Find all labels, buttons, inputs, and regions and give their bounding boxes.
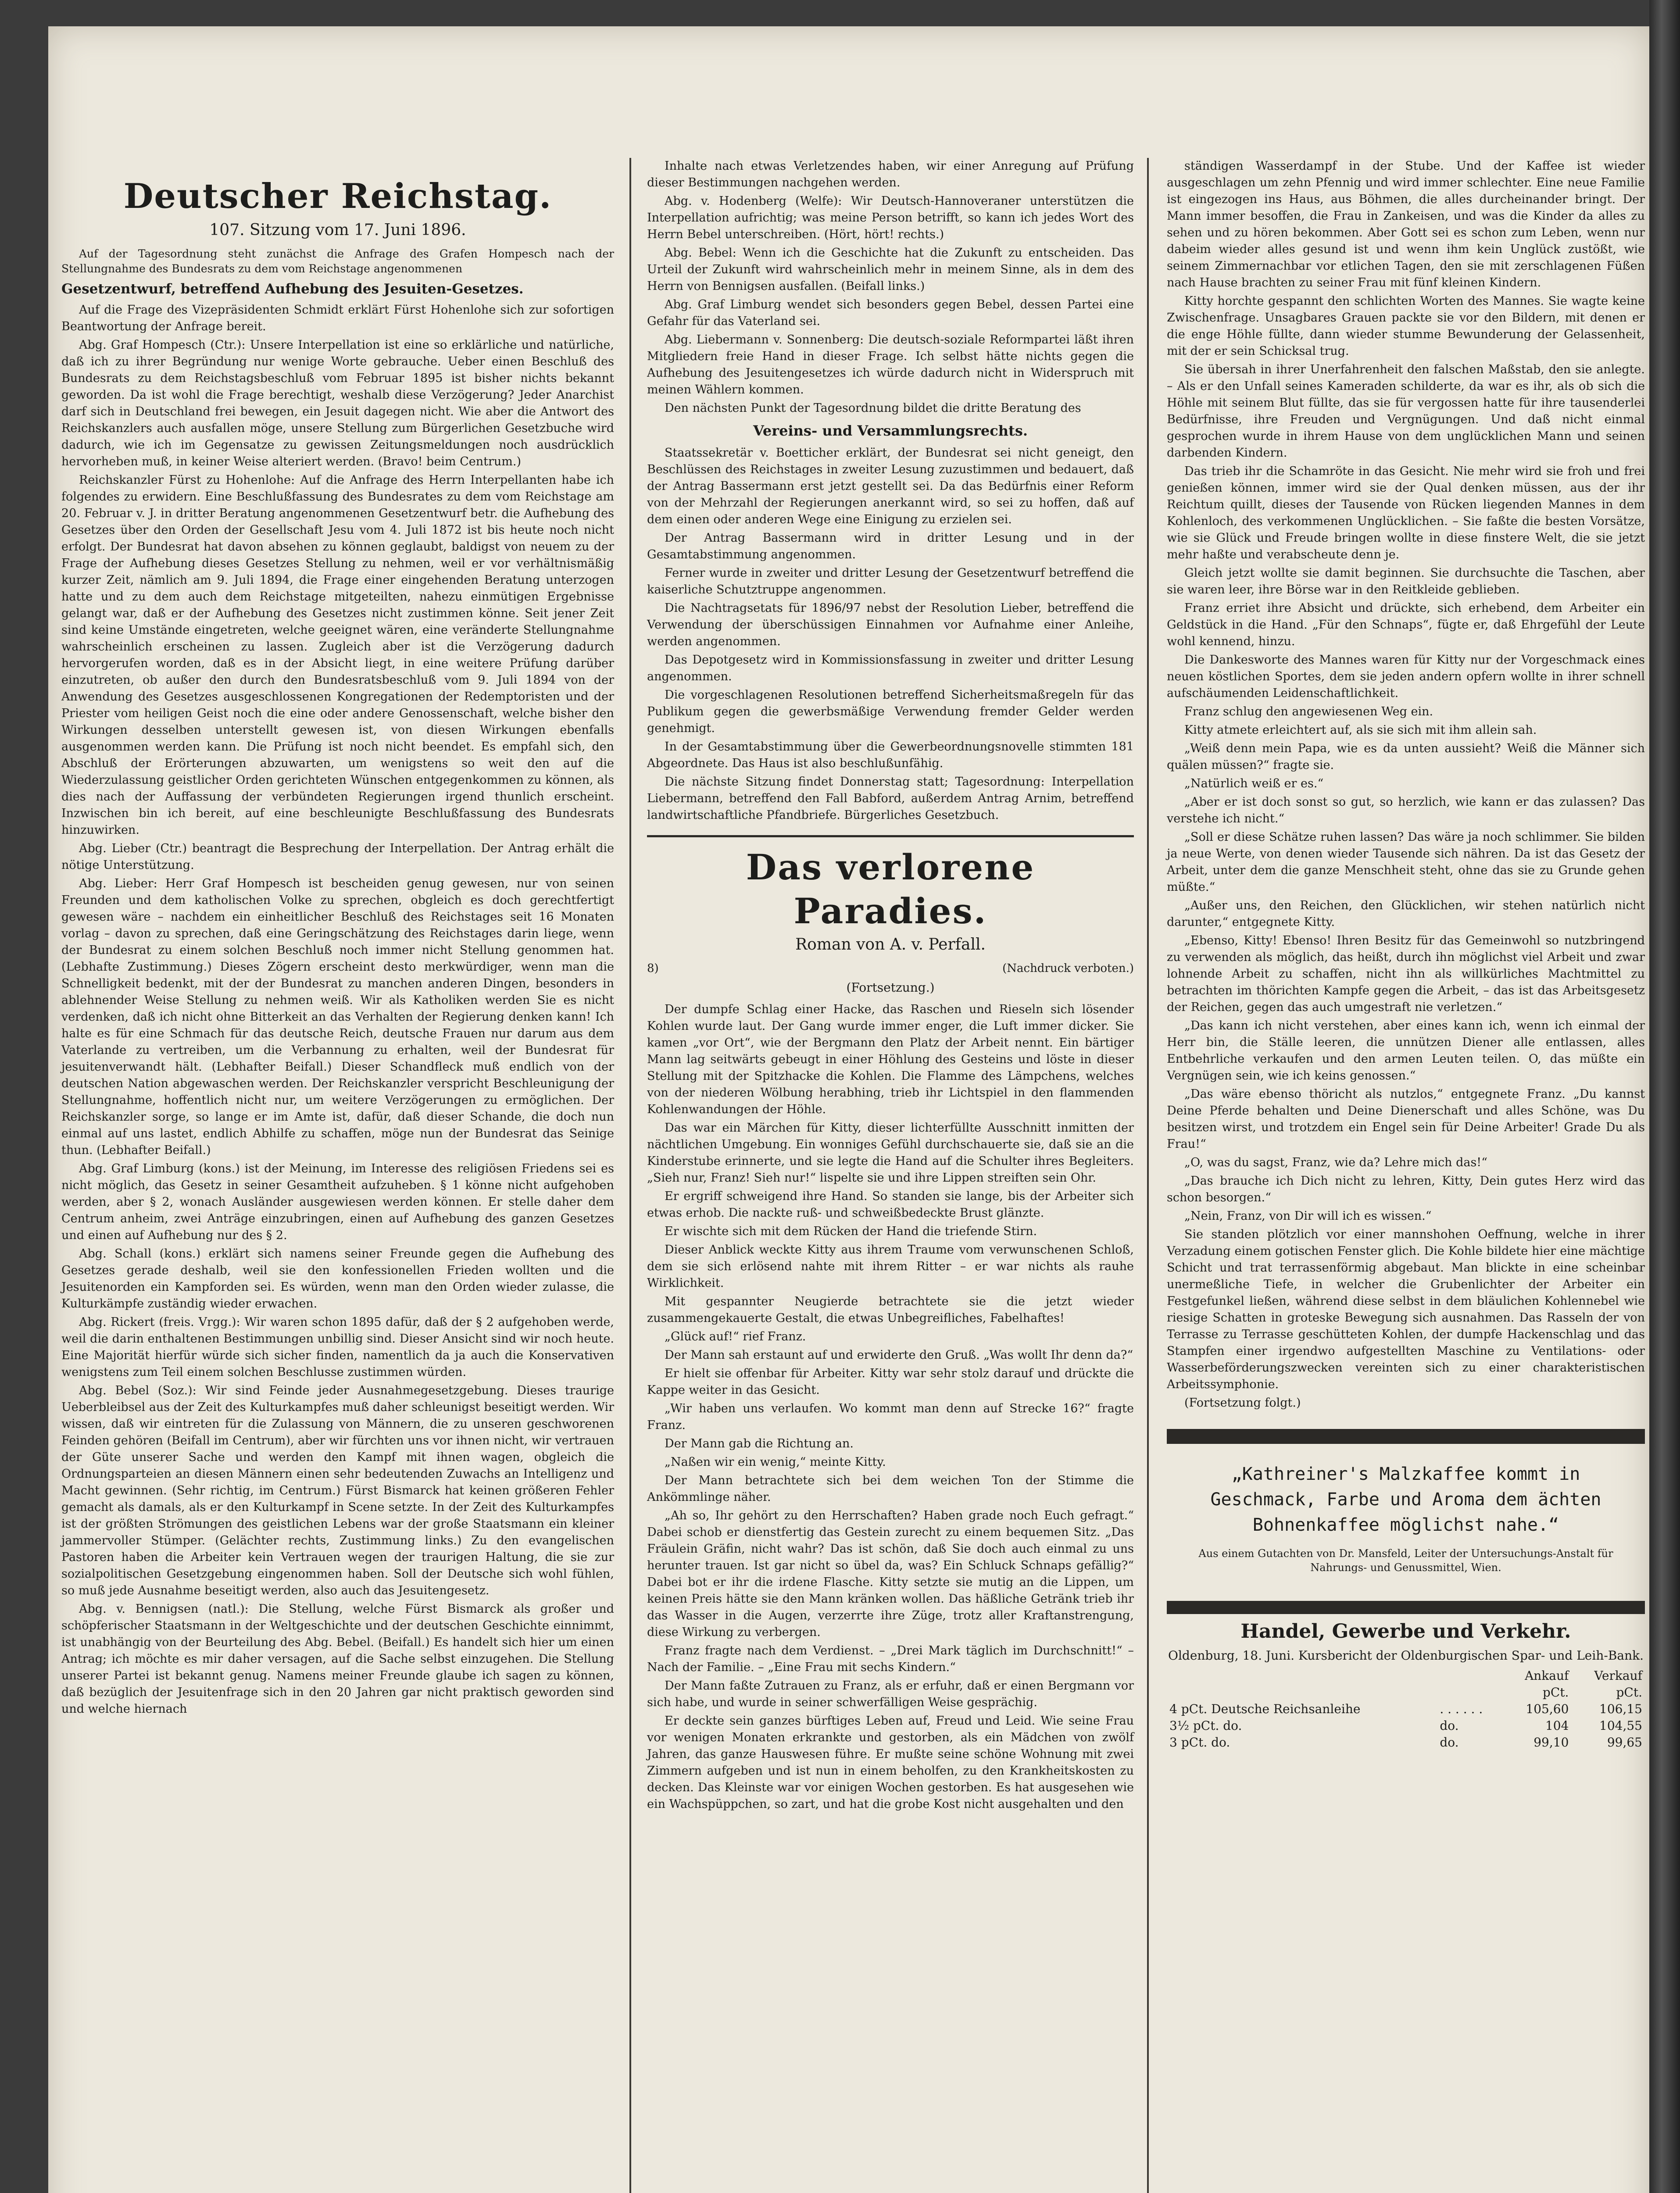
table-cell: 3 pCt. do.	[1169, 1735, 1230, 1750]
table-cell: Verkauf	[1594, 1668, 1642, 1683]
novel-body	[647, 1001, 1134, 1813]
column-rule	[1147, 158, 1149, 2193]
paragraph: „Das wäre ebenso thöricht als nutzlos,“ entgegnete Franz. „Du kannst Deine Pferde behalten und Deine Dienerschaft und alles Schöne, was Du besitzen wirst, und trotzdem ein Engel sein für Deine Arbeiter! Grade Du als Frau!“	[1167, 1087, 1645, 1151]
table-cell: 3½ pCt. do.	[1169, 1718, 1242, 1733]
novel-title: Das verlorene Paradies.	[746, 846, 1035, 932]
paragraph: Er ergriff schweigend ihre Hand. So standen sie lange, bis der Arbeiter sich etwas erhob. Die nackte ruß- und schweißbedeckte Brust glänzte.	[647, 1189, 1134, 1220]
paragraph: Die vorgeschlagenen Resolutionen betreffend Sicherheitsmaßregeln für das Publikum gegen die gewerbsmäßige Verwendung fremder Gelder werden genehmigt.	[647, 688, 1134, 735]
intro-paragraph: Auf der Tagesordnung steht zunächst die Anfrage des Grafen Hompesch nach der Stellungnahme des Bundesrats zu dem vom Reichstage angenommenen	[61, 247, 614, 275]
paragraph: Der Mann gab die Richtung an.	[665, 1437, 854, 1450]
paragraph: Ferner wurde in zweiter und dritter Lesung der Gesetzentwurf betreffend die kaiserliche Schutztruppe angenommen.	[647, 566, 1134, 596]
ad-note: Aus einem Gutachten von Dr. Mansfeld, Leiter der Untersuchungs-Anstalt für Nahrungs- und Genussmittel, Wien.	[1198, 1547, 1613, 1574]
table-cell: 106,15	[1599, 1702, 1642, 1716]
table-cell	[1437, 1684, 1503, 1701]
paragraph: Der Mann sah erstaunt auf und erwiderte den Gruß. „Was wollt Ihr denn da?“	[665, 1348, 1133, 1362]
table-cell: pCt.	[1616, 1685, 1642, 1700]
table-cell: Ankauf	[1525, 1668, 1569, 1683]
paragraph: Er wischte sich mit dem Rücken der Hand die triefende Stirn.	[665, 1225, 1037, 1238]
paragraph: „O, was du sagst, Franz, wie da? Lehre mich das!“	[1184, 1156, 1487, 1169]
paragraph: Abg. v. Bennigsen (natl.): Die Stellung, welche Fürst Bismarck als großer und schöpferischer Staatsmann in der Weltgeschichte und der deutschen Geschichte einnimmt, ist unabhängig von der Beurteilung des Abg. Bebel. (Beifall.) Es handelt sich hier um einen Antrag; ich möchte es mir daher versagen, auf die Sache selbst einzugehen. Die Stellung unserer Partei ist bekannt genug. Namens meiner Freunde glaube ich sagen zu können, daß bezüglich der Jesuitenfrage sich in den 20 Jahren gar nicht praktisch geworden sind und welche hiernach	[61, 1602, 614, 1716]
paragraph: In der Gesamtabstimmung über die Gewerbeordnungsnovelle stimmten 181 Abgeordnete. Das Haus ist also beschlußunfähig.	[647, 740, 1134, 770]
reichstag-title: Deutscher Reichstag.	[123, 176, 552, 216]
paragraph: Mit gespannter Neugierde betrachtete sie die jetzt wieder zusammengekauerte Gestalt, die etwas Unbegreifliches, Fabelhaftes!	[647, 1295, 1134, 1325]
trade-intro: Oldenburg, 18. Juni. Kursbericht der Oldenburgischen Spar- und Leih-Bank.	[1168, 1648, 1644, 1663]
session-line: 107. Sitzung vom 17. Juni 1896.	[209, 221, 466, 239]
divider	[647, 835, 1134, 837]
trade-title: Handel, Gewerbe und Verkehr.	[1240, 1620, 1571, 1643]
paragraph: Der dumpfe Schlag einer Hacke, das Raschen und Rieseln sich lösender Kohlen wurde laut. Der Gang wurde immer enger, die Luft immer dicker. Sie kamen „vor Ort“, wie der Bergmann den Platz der Arbeit nennt. Ein bärtiger Mann lag seitwärts gebeugt in einer Höhlung des Gesteins und löste in dieser Stellung mit der Spitzhacke die Kohlen. Die Flamme des Lämpchens, welches von der niederen Wölbung herabhing, trieb ihr Lichtspiel in den flammenden Kohlenwandungen der Höhle.	[647, 1003, 1134, 1116]
column-left	[61, 158, 614, 1719]
paragraph: Die Nachtragsetats für 1896/97 nebst der Resolution Lieber, betreffend die Verwendung der überschüssigen Einnahmen vor Aufnahme einer Anleihe, werden angenommen.	[647, 601, 1134, 648]
table-row	[1167, 1718, 1645, 1734]
paragraph: Abg. Graf Limburg wendet sich besonders gegen Bebel, dessen Partei eine Gefahr für das Vaterland sei.	[647, 298, 1134, 328]
section-heading: Vereins- und Versammlungsrechts.	[753, 422, 1028, 439]
table-cell: 105,60	[1526, 1702, 1569, 1716]
paragraph: Dieser Anblick weckte Kitty aus ihrem Traume vom verwunschenen Schloß, dem sie sich erlösend nahte mit ihrem Ritter – er war nichts als rauhe Wirklichkeit.	[647, 1243, 1134, 1290]
table-cell: 99,10	[1533, 1735, 1569, 1750]
table-cell	[1437, 1668, 1503, 1684]
advertisement	[1167, 1429, 1645, 1583]
paragraph: Gleich jetzt wollte sie damit beginnen. Sie durchsuchte die Taschen, aber sie waren leer, ihre Börse war in den Reitkleide geblieben.	[1167, 566, 1645, 596]
table-header	[1167, 1668, 1645, 1684]
paragraph: Abg. Liebermann v. Sonnenberg: Die deutsch-soziale Reformpartei läßt ihren Mitgliedern freie Hand in dieser Frage. Ich selbst hätte nichts gegen die Aufhebung des Jesuitengesetzes ich würde dadurch nicht in Widerspruch mit meinen Wählern kommen.	[647, 333, 1134, 396]
paragraph: „Glück auf!“ rief Franz.	[665, 1330, 806, 1343]
paragraph: „Naßen wir ein wenig,“ meinte Kitty.	[665, 1455, 886, 1469]
paragraph: Abg. v. Hodenberg (Welfe): Wir Deutsch-Hannoveraner unterstützen die Interpellation aufrichtig; was meine Person betrifft, so kann ich jedes Wort des Herrn Bebel unterschreiben. (Hört, hört! rechts.)	[647, 194, 1134, 241]
table-cell: . . . . . .	[1440, 1702, 1483, 1716]
article-body	[61, 302, 614, 1718]
table-row	[1167, 1734, 1645, 1751]
newspaper-page	[48, 26, 1649, 2193]
paragraph: Franz schlug den angewiesenen Weg ein.	[1184, 705, 1433, 718]
paragraph: Staatssekretär v. Boetticher erklärt, der Bundesrat sei nicht geneigt, den Beschlüssen des Reichstages in zweiter Lesung zuzustimmen und bedauert, daß der Antrag Bassermann erst jetzt gestellt sei. Da das Bedürfnis einer Reform von der Mehrzahl der Regierungen anerkannt wird, so sei zu hoffen, daß auf dem einen oder anderen Wege eine Einigung zu erzielen sei.	[647, 446, 1134, 526]
paragraph: Abg. Graf Limburg (kons.) ist der Meinung, im Interesse des religiösen Friedens sei es nicht möglich, das Gesetz in seiner Gesamtheit aufzuheben. § 1 könne nicht aufgehoben werden, aber § 2, wonach Ausländer ausgewiesen werden können. Er stelle daher dem Centrum anheim, zwei Anträge einzubringen, einen auf Aufhebung des ganzen Gesetzes und einen auf Aufhebung nur des § 2.	[61, 1162, 614, 1242]
paragraph: Der Mann faßte Zutrauen zu Franz, als er erfuhr, daß er einen Bergmann vor sich habe, und wurde in seiner schwerfälligen Weise gesprächig.	[647, 1679, 1134, 1709]
paragraph: Abg. Schall (kons.) erklärt sich namens seiner Freunde gegen die Aufhebung des Gesetzes gerade deshalb, weil sie den konfessionellen Frieden wollten und die Jesuitenorden ein Kampforden sei. Es würden, wenn man den Orden wieder zulasse, die Kulturkämpfe zuständig wieder erwachen.	[61, 1247, 614, 1311]
paragraph: „Natürlich weiß er es.“	[1184, 777, 1324, 790]
paragraph: „Aber er ist doch sonst so gut, so herzlich, wie kann er das zulassen? Das verstehe ich nicht.“	[1167, 795, 1645, 825]
column-middle	[647, 158, 1134, 1814]
table-cell: 104	[1545, 1718, 1569, 1733]
paragraph: Er hielt sie offenbar für Arbeiter. Kitty war sehr stolz darauf und drückte die Kappe weiter in das Gesicht.	[647, 1367, 1134, 1397]
table-cell: 99,65	[1607, 1735, 1642, 1750]
novel-author: Roman von A. v. Perfall.	[795, 936, 986, 954]
table-cell	[1167, 1668, 1437, 1684]
ad-text: „Kathreiner's Malzkaffee kommt in Geschmack, Farbe und Aroma dem ächten Bohnenkaffee möglichst nahe.“	[1210, 1464, 1601, 1535]
paragraph: „Ebenso, Kitty! Ebenso! Ihren Besitz für das Gemeinwohl so nutzbringend zu verwenden als möglich, das heißt, durch ihn möglichst viel Arbeit und zwar lohnende Arbeit zu schaffen, nicht ihn als willkürliches Machtmittel zu betrachten im thörichten Kampfe gegen die Arbeit, – das ist das Arbeitsgesetz der Reichen, gegen das auch umgestraft nie verletzen.“	[1167, 934, 1645, 1014]
paragraph: „Das kann ich nicht verstehen, aber eines kann ich, wenn ich einmal der Herr bin, die Ställe leeren, die unnützen Diener alle entlassen, alles Entbehrliche verkaufen und den armen Leuten teilen. O, das müßte ein Vergnügen sein, wie ich keins genossen.“	[1167, 1019, 1645, 1082]
table-cell	[1167, 1684, 1437, 1701]
scan-edge	[1649, 0, 1680, 2193]
table-row	[1167, 1701, 1645, 1718]
paragraph: ständigen Wasserdampf in der Stube. Und der Kaffee ist wieder ausgeschlagen um zehn Pfennig und wird immer schlechter. Eine neue Familie ist eingezogen ins Haus, aus Böhmen, die alles durcheinander bringt. Der Mann immer besoffen, die Frau in Zankeisen, und was die Kinder da alles zu sehen und zu hören bekommen. Aber Gott sei es schon zum Leben, wenn nur dabeim wieder alles gesund ist und wenn ihm kein Unglück zustößt, wie seinem Zimmernachbar vor etlichen Tagen, den sie mit zerschlagenen Füßen nach Hause brachten zu seiner Frau mit fünf kleinen Kindern.	[1167, 159, 1645, 289]
paragraph: Reichskanzler Fürst zu Hohenlohe: Auf die Anfrage des Herrn Interpellanten habe ich folgendes zu erwidern. Eine Beschlußfassung des Bundesrates zu dem vom Reichstage am 20. Februar v. J. in dritter Beratung angenommenen Gesetzentwurf betr. die Aufhebung des Gesetzes über den Orden der Gesellschaft Jesu vom 4. Juli 1872 ist bis heute noch nicht erfolgt. Der Bundesrat hat davon absehen zu können geglaubt, baldigst von neuem zu der Frage der Aufhebung dieses Gesetzes Stellung zu nehmen, weil er vor verhältnismäßig kurzer Zeit, nämlich am 9. Juli 1894, die Frage einer eingehenden Beratung unterzogen hatte und zu dem auch dem Reichstage mitgeteilten, nahezu einmütigen Ergebnisse gelangt war, daß er der Aufhebung des Gesetzes nicht zustimmen könne. Seit jener Zeit sind keine Umstände eingetreten, welche geeignet wären, eine veränderte Stellungnahme wahrscheinlich erscheinen zu lassen. Zugleich aber ist die Verzögerung dadurch hervorgerufen worden, daß es in der Absicht liegt, in eine weitere Prüfung darüber einzutreten, ob außer den durch den Bundesratsbeschluß vom 9. Juli 1894 von der Anwendung des Gesetzes ausgeschlossenen Kongregationen der Redemptoristen und der Priester vom heiligen Geist noch die eine oder andere Genossenschaft, welche bisher den Wirkungen desselben unterstellt gewesen ist, von diesen Wirkungen ebenfalls ausgenommen werden kann. Die Prüfung ist noch nicht beendet. Es empfahl sich, den Abschluß der Erörterungen abzuwarten, um wenigstens so weit den auf die Wiederzulassung geistlicher Orden gerichteten Wünschen entgegenkommen zu können, als dies nach der Auffassung der verbündeten Regierungen irgend thunlich erscheint. Inzwischen bin ich bereit, auf eine beschleunigte Beschlußfassung des Bundesrats hinzuwirken.	[61, 473, 614, 837]
paragraph: „Weiß denn mein Papa, wie es da unten aussieht? Weiß die Männer sich quälen müssen?“ fragte sie.	[1167, 742, 1645, 772]
continuation-note: (Fortsetzung.)	[846, 980, 935, 995]
paragraph: Franz erriet ihre Absicht und drückte, sich erhebend, dem Arbeiter ein Geldstück in die Hand. „Für den Schnaps“, fügte er, daß Ehrgefühl der Leute wohl kennend, hinzu.	[1167, 601, 1645, 648]
divider	[1167, 1601, 1645, 1614]
paragraph: Kitty atmete erleichtert auf, als sie sich mit ihm allein sah.	[1184, 723, 1537, 737]
paragraph: Abg. Rickert (freis. Vrgg.): Wir waren schon 1895 dafür, daß der § 2 aufgehoben werde, weil die darin enthaltenen Bestimmungen unbillig sind. Dieser Ansicht sind wir noch heute. Eine Majorität hierfür würde sich sicher finden, namentlich da ja auch die Konservativen wenigstens zum Teil einem solchen Beschlusse zustimmen würden.	[61, 1315, 614, 1379]
paragraph: Den nächsten Punkt der Tagesordnung bildet die dritte Beratung des	[665, 401, 1081, 415]
novel-body	[1167, 158, 1645, 1411]
paragraph: Das war ein Märchen für Kitty, dieser lichterfüllte Ausschnitt inmitten der nächtlichen Umgebung. Ein wonniges Gefühl durchschauerte sie, daß sie an die Kinderstube erinnerte, und sie legte die Hand auf die Schulter ihres Begleiters. „Sieh nur, Franz! Sieh nur!“ lispelte sie und ihre Lippen streiften sein Ohr.	[647, 1121, 1134, 1185]
paragraph: Abg. Lieber: Herr Graf Hompesch ist bescheiden genug gewesen, nur von seinen Freunden und dem katholischen Volke zu sprechen, obgleich es doch gerechtfertigt gewesen wäre – nachdem ein einheitlicher Beschluß des Reichstages seit 16 Monaten vorlag – davon zu sprechen, daß eine Geringschätzung des Reichstages darin liege, wenn der Bundesrat zu einem solchen Beschluß noch immer nicht Stellung genommen hat. (Lebhafte Zustimmung.) Dieses Zögern erscheint desto merkwürdiger, wenn man die Schnelligkeit bedenkt, mit der der Bundesrat zu manchen anderen Dingen, besonders in ablehnender Weise Stellung zu nehmen weiß. Wir als Katholiken werden Sie es nicht verdenken, daß ich nicht ohne Bitterkeit an das Verhalten der Regierung denken kann! Ich halte es für eine Schmach für das deutsche Reich, deutsche Frauen nur darum aus dem Vaterlande zu vertreiben, um die Verbannung zu erhalten, weil der Bundesrat für jesuitenverwandt hält. (Lebhafter Beifall.) Dieser Schandfleck muß endlich von der deutschen Nation abgewaschen werden. Der Reichskanzler verspricht Beschleunigung der Stellungnahme, hoffentlich nicht nur, um weitere Verzögerungen zu ermöglichen. Der Reichskanzler sorge, so lange er im Amte ist, dafür, daß dieser Schande, die doch nun einmal auf uns lastet, endlich Abhilfe zu schaffen, möge nun der Bundesrat das Seinige thun. (Lebhafter Beifall.)	[61, 877, 614, 1157]
table-cell: 104,55	[1599, 1718, 1642, 1733]
paragraph: „Nein, Franz, von Dir will ich es wissen.“	[1184, 1209, 1432, 1223]
section-heading: Gesetzentwurf, betreffend Aufhebung des Jesuiten-Gesetzes.	[61, 281, 524, 297]
paragraph: Sie standen plötzlich vor einer mannshohen Oeffnung, welche in ihrer Verzadung einem gotischen Fenster glich. Die Kohle bildete hier eine mächtige Schicht und trat terrassenförmig abgebaut. Man blickte in eine scheinbar unermeßliche Tiefe, in welcher die Grubenlichter der Arbeiter ein Festgefunkel ließen, während diese selbst in dem bläulichen Kohlennebel wie riesige Schatten in groteske Bewegung sich ausnahmen. Das Rasseln der von Terrasse zu Terrasse geschütteten Kohlen, der dumpfe Hackenschlag und das Stampfen einer irgendwo aufgestellten Maschine zu Ventilations- oder Wasserbeförderungszwecken vereinten sich zu einer charakteristischen Arbeitssymphonie.	[1167, 1228, 1645, 1391]
reprint-note: (Nachdruck verboten.)	[1002, 962, 1134, 975]
paragraph: „Wir haben uns verlaufen. Wo kommt man denn auf Strecke 16?“ fragte Franz.	[647, 1402, 1134, 1432]
paragraph: Auf die Frage des Vizepräsidenten Schmidt erklärt Fürst Hohenlohe sich zur sofortigen Beantwortung der Anfrage bereit.	[61, 303, 614, 333]
table-cell: do.	[1440, 1735, 1459, 1750]
paragraph: Der Antrag Bassermann wird in dritter Lesung und in der Gesamtabstimmung angenommen.	[647, 531, 1134, 561]
paragraph: Abg. Graf Hompesch (Ctr.): Unsere Interpellation ist eine so erklärliche und natürliche, daß ich zu ihrer Begründung nur wenige Worte gebrauche. Ueber einen Beschluß des Bundesrats zu dem Reichstagsbeschluß vom Februar 1895 ist bisher nichts bekannt geworden. Da ist wohl die Frage berechtigt, weshalb diese Verzögerung? Jeder Anarchist darf sich in Deutschland frei bewegen, ein Jesuit dagegen nicht. Wie aber die Antwort des Reichskanzlers auch ausfallen möge, unsere Stellung zum Bürgerlichen Gesetzbuche wird dadurch, wie ich im Gegensatze zu gewissen Zeitungsmeldungen noch ausdrücklich hervorheben muß, in keiner Weise alteriert werden. (Bravo! beim Centrum.)	[61, 338, 614, 468]
paragraph: Franz fragte nach dem Verdienst. – „Drei Mark täglich im Durchschnitt!“ – Nach der Familie. – „Eine Frau mit sechs Kindern.“	[647, 1644, 1134, 1674]
table-cell: 4 pCt. Deutsche Reichsanleihe	[1169, 1702, 1361, 1716]
paragraph: Abg. Bebel (Soz.): Wir sind Feinde jeder Ausnahmegesetzgebung. Dieses traurige Ueberbleibsel aus der Zeit des Kulturkampfes muß daher schleunigst beseitigt werden. Wir wissen, daß wir eintreten für die Zulassung von Männern, die zu unseren geschworenen Feinden gehören (Beifall im Centrum), aber wir fürchten uns vor ihnen nicht, wir vertrauen der Güte unserer Sache und werden den Kampf mit ihnen wagen, obgleich die Ordnungsparteien an diesen Männern einen sehr bedeutenden Zuwachs an Intelligenz und Macht gewinnen. (Sehr richtig, im Centrum.) Fürst Bismarck hat keinen größeren Fehler gemacht als damals, als er den Kulturkampf in Scene setzte. In der Zeit des Kulturkampfes ist der größten Strömungen des geistlichen Lebens war der große Staatsmann ein kleiner jammervoller Stümper. (Gelächter rechts, Zustimmung links.) Zu den evangelischen Pastoren haben die Arbeiter kein Vertrauen wegen der traurigen Haltung, die sie zur sozialpolitischen Gesetzgebung eingenommen haben. Soll der Deutsche sich wohl fühlen, so muß jede Ausnahme beseitigt werden, also auch das Jesuitengesetz.	[61, 1384, 614, 1597]
paragraph: Die Dankesworte des Mannes waren für Kitty nur der Vorgeschmack eines neuen köstlichen Sportes, dem sie jeden andern opfern wollte in ihrer schnell aufschäumenden Leidenschaftlichkeit.	[1167, 653, 1645, 700]
paragraph: „Außer uns, den Reichen, den Glücklichen, wir stehen natürlich nicht darunter,“ entgegnete Kitty.	[1167, 899, 1645, 929]
novel-meta	[647, 961, 1134, 976]
paragraph: Das trieb ihr die Schamröte in das Gesicht. Nie mehr wird sie froh und frei genießen können, immer wird sie der Qual denken müssen, aus der ihr Reichtum quillt, dieses der Tausende von Rücken liegenden Mannes in dem Kohlenloch, des verkommenen Unglücklichen. – Sie faßte die besten Vorsätze, wie sie Glück und Freude bringen wollte in diese finstere Welt, die sie jetzt mehr haßte und verabscheute denn je.	[1167, 464, 1645, 561]
table-cell: do.	[1440, 1718, 1459, 1733]
installment-number: 8)	[647, 962, 659, 975]
article-body	[647, 445, 1134, 824]
table-cell: pCt.	[1542, 1685, 1569, 1700]
paragraph: Inhalte nach etwas Verletzendes haben, wir einer Anregung auf Prüfung dieser Bestimmungen nachgehen werden.	[647, 159, 1134, 189]
column-right	[1167, 158, 1645, 1751]
paragraph: Die nächste Sitzung findet Donnerstag statt; Tagesordnung: Interpellation Liebermann, betreffend den Fall Babford, außerdem Antrag Arnim, betreffend landwirtschaftliche Pfandbriefe. Bürgerliches Gesetzbuch.	[647, 775, 1134, 822]
rates-table	[1167, 1668, 1645, 1751]
paragraph: Sie übersah in ihrer Unerfahrenheit den falschen Maßstab, den sie anlegte. – Als er den Unfall seines Kameraden schilderte, da war es ihr, als ob sich die Höhle mit seinem Blut füllte, das sie für vergossen hatte für ihre tausenderlei Bedürfnisse, ihre Freuden und Vergnügungen. Und daß nicht einmal gesprochen wurde in ihrem Hause von dem unglücklichen Mann und seinen darbenden Kindern.	[1167, 363, 1645, 460]
paragraph: (Fortsetzung folgt.)	[1184, 1396, 1301, 1410]
column-rule	[629, 158, 631, 2193]
table-header	[1167, 1684, 1645, 1701]
paragraph: Das Depotgesetz wird in Kommissionsfassung in zweiter und dritter Lesung angenommen.	[647, 653, 1134, 683]
paragraph: „Ah so, Ihr gehört zu den Herrschaften? Haben grade noch Euch gefragt.“ Dabei schob er dienstfertig das Gestein zurecht zu einem bequemen Sitz. „Das Fräulein Gräfin, nicht wahr? Das ist schön, daß Sie doch auch einmal zu uns herunter trauen. Ist gar nicht so übel da, was? Ein Schluck Schnaps gefällig?“ Dabei bot er ihr die irdene Flasche. Kitty setzte sie mutig an die Lippen, um keinen Preis hätte sie den Mann kränken wollen. Das häßliche Getränk trieb ihr das Wasser in die Augen, verzerrte ihre Züge, trotz aller Kraftanstrengung, diese Wirkung zu verbergen.	[647, 1509, 1134, 1639]
paragraph: „Das brauche ich Dich nicht zu lehren, Kitty, Dein gutes Herz wird das schon besorgen.“	[1167, 1174, 1645, 1204]
paragraph: Abg. Lieber (Ctr.) beantragt die Besprechung der Interpellation. Der Antrag erhält die nötige Unterstützung.	[61, 842, 614, 872]
paragraph: Abg. Bebel: Wenn ich die Geschichte hat die Zukunft zu entscheiden. Das Urteil der Zukunft wird wahrscheinlich mehr in meinem Sinne, als in dem des Herrn von Bennigsen ausfallen. (Beifall links.)	[647, 246, 1134, 293]
article-body	[647, 158, 1134, 417]
paragraph: Der Mann betrachtete sich bei dem weichen Ton der Stimme die Ankömmlinge näher.	[647, 1474, 1134, 1504]
paragraph: Kitty horchte gespannt den schlichten Worten des Mannes. Sie wagte keine Zwischenfrage. Unsagbares Grauen packte sie vor den Bildern, mit denen er die enge Höhle füllte, dann wieder stumme Bewunderung der Gelassenheit, mit der er sein Schicksal trug.	[1167, 294, 1645, 358]
paragraph: „Soll er diese Schätze ruhen lassen? Das wäre ja noch schlimmer. Sie bilden ja neue Werte, von denen wieder Tausende sich nähren. Da ist das Gesetz der Arbeit, unter dem die ganze Menschheit steht, ohne das sie zu Grunde gehen müßte.“	[1167, 830, 1645, 894]
paragraph: Er deckte sein ganzes bürftiges Leben auf, Freud und Leid. Wie seine Frau vor wenigen Monaten erkrankte und gestorben, als ein Mädchen von zwölf Jahren, das ganze Hauswesen führe. Er mußte seine schöne Wohnung mit zwei Zimmern aufgeben und ist nun in einem beholfen, zu den Krankheitskosten zu decken. Das Kleinste war vor einigen Wochen gestorben. Es hat ausgesehen wie ein Wachspüppchen, so zart, und hat die grobe Kost nicht ausgehalten und den	[647, 1714, 1134, 1811]
